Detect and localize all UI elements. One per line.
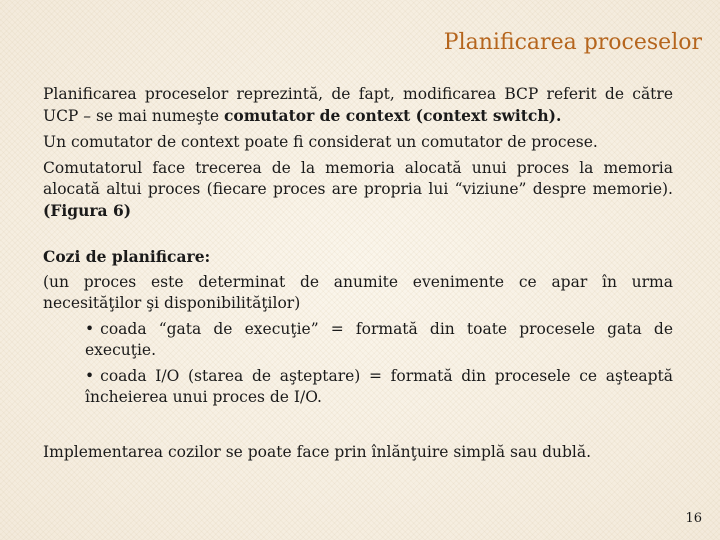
slide-content — [43, 84, 673, 463]
paragraph-text: Comutatorul face trecerea de la memoria alocată unui proces la memoria alocată altui proces (fiecare proces are propria lui “viziune” despre memorie). — [43, 159, 673, 198]
paragraph-implementation: Implementarea cozilor se poate face prin înlănţuire simplă sau dublă. — [43, 443, 592, 461]
page-number: 16 — [685, 511, 702, 526]
figure-reference: (Figura 6) — [43, 201, 132, 220]
bullet-ready-queue — [85, 319, 673, 361]
paragraph-queues-intro: (un proces este determinat de anumite evenimente ce apar în urma necesităţilor şi disponibilităţilor) — [43, 273, 673, 312]
bullet-text: coada I/O (starea de aşteptare) = formată din procesele ce aşteaptă încheierea unui proces de I/O. — [85, 367, 673, 406]
paragraph-comutator: Un comutator de context poate fi considerat un comutator de procese. — [43, 133, 598, 151]
bullet-io-queue — [85, 366, 673, 408]
bullet-text: coada “gata de execuţie” = formată din toate procesele gata de execuţie. — [85, 320, 673, 359]
section-heading: Cozi de planificare: — [43, 247, 211, 266]
context-switch-term: comutator de context (context switch). — [223, 106, 562, 125]
paragraph-memory — [43, 158, 673, 222]
slide-title: Planificarea proceselor — [443, 30, 702, 55]
bullet-icon: • — [85, 320, 95, 338]
bullet-icon: • — [85, 367, 95, 385]
paragraph-context-switch — [43, 84, 673, 127]
paragraph-text: Planificarea proceselor reprezintă, de fapt, modificarea BCP referit de către UCP – se mai numeşte — [43, 85, 673, 125]
